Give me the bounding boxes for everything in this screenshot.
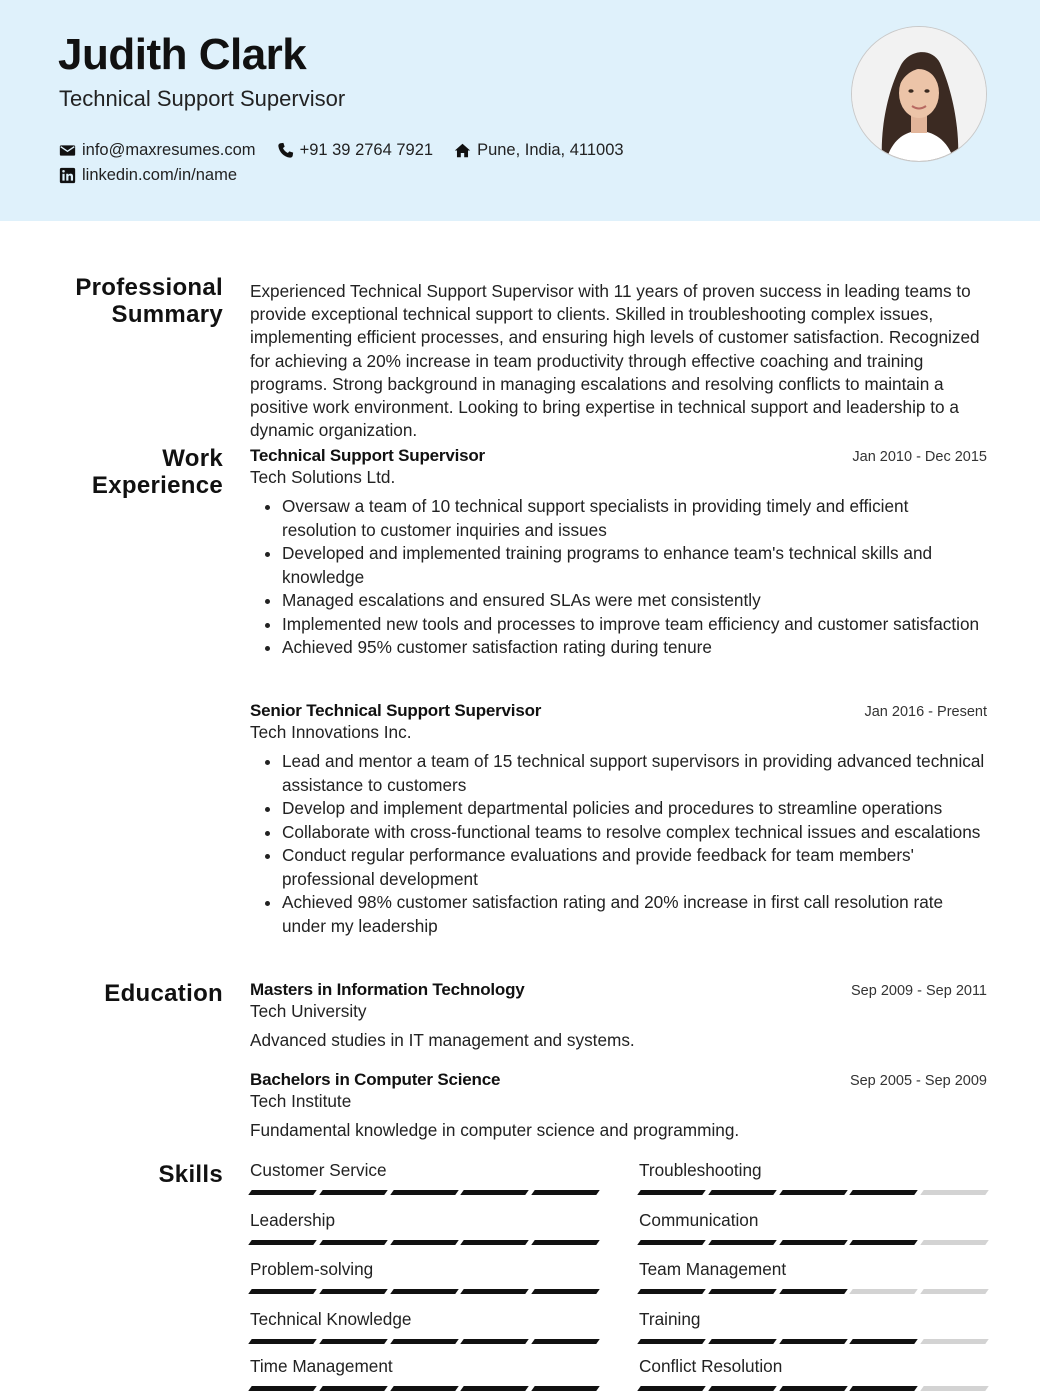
home-icon	[454, 142, 471, 159]
email-text: info@maxresumes.com	[82, 140, 256, 159]
skill-level-segment	[708, 1190, 777, 1195]
skill-level-segment	[319, 1289, 388, 1294]
section-heading-experience: Work Experience	[91, 445, 223, 499]
skill-level-segment	[319, 1339, 388, 1344]
skill-level-segment	[920, 1190, 989, 1195]
list-item: • Developed and implemented training programs to enhance team's technical skills and knowledge	[282, 542, 987, 589]
list-item: • Implemented new tools and processes to improve team efficiency and customer satisfaction	[282, 613, 987, 637]
skill-level-segment	[531, 1240, 600, 1245]
skill-level-segment	[390, 1339, 459, 1344]
skill-level-segment	[390, 1190, 459, 1195]
phone-icon	[277, 142, 294, 159]
skill-name: Leadership	[250, 1210, 336, 1230]
phone-text: +91 39 2764 7921	[299, 140, 434, 159]
skill-level-segment	[708, 1240, 777, 1245]
education-dates: Sep 2009 - Sep 2011	[851, 983, 987, 999]
skill-name: Customer Service	[250, 1160, 387, 1180]
skill-level-segment	[248, 1339, 317, 1344]
envelope-icon	[59, 142, 76, 159]
section-heading-summary: Professional Summary	[75, 274, 223, 328]
skill-level-segment	[319, 1240, 388, 1245]
skill-level-segment	[248, 1240, 317, 1245]
skill-level-segment	[920, 1240, 989, 1245]
skill-level-segment	[708, 1386, 777, 1391]
skill-level-segment	[637, 1386, 706, 1391]
education-entry-2	[250, 1070, 987, 1141]
skill-level-segment	[390, 1386, 459, 1391]
linkedin-icon	[59, 167, 76, 184]
job-dates: Jan 2016 - Present	[864, 704, 987, 720]
list-item: • Develop and implement departmental policies and procedures to streamline operations	[282, 797, 987, 821]
education-description: Advanced studies in IT management and systems.	[250, 1030, 635, 1050]
candidate-name: Judith Clark	[58, 30, 307, 79]
skill-level-segment	[319, 1386, 388, 1391]
resume-header	[0, 0, 1040, 221]
education-entry-1	[250, 980, 987, 1051]
skill-level-segment	[637, 1289, 706, 1294]
skill-level-segment	[849, 1289, 918, 1294]
skill-level-segment	[248, 1190, 317, 1195]
education-dates: Sep 2005 - Sep 2009	[849, 1073, 987, 1089]
company-name: Tech Innovations Inc.	[250, 722, 412, 742]
skill-name: Conflict Resolution	[639, 1356, 783, 1376]
list-item: • Managed escalations and ensured SLAs were met consistently	[282, 589, 987, 613]
portrait-illustration	[852, 27, 986, 161]
skill-level-segment	[531, 1386, 600, 1391]
section-heading-skills: Skills	[158, 1161, 223, 1188]
skill-level-segment	[460, 1386, 529, 1391]
list-item: • Achieved 95% customer satisfaction rating during tenure	[282, 636, 987, 660]
job-bullets	[250, 495, 987, 660]
skill-level-segment	[779, 1240, 848, 1245]
skill-level-segment	[248, 1386, 317, 1391]
contact-phone[interactable]	[277, 141, 434, 160]
list-item: • Achieved 98% customer satisfaction rating and 20% increase in first call resolution rate under my leadership	[282, 891, 987, 938]
skill-level-bar	[639, 1240, 987, 1245]
skill-name: Problem-solving	[250, 1259, 374, 1279]
contact-info	[59, 139, 645, 189]
skill-item	[639, 1259, 987, 1294]
skill-name: Time Management	[250, 1356, 393, 1376]
skill-level-segment	[779, 1190, 848, 1195]
skill-name: Team Management	[639, 1259, 787, 1279]
skill-level-segment	[708, 1339, 777, 1344]
skill-level-bar	[639, 1386, 987, 1391]
education-description: Fundamental knowledge in computer science and programming.	[250, 1120, 740, 1140]
skill-item	[250, 1356, 598, 1391]
skill-level-segment	[779, 1339, 848, 1344]
skill-item	[250, 1259, 598, 1294]
skill-level-segment	[390, 1289, 459, 1294]
summary-block	[250, 280, 987, 442]
skill-name: Training	[639, 1309, 701, 1329]
skill-level-segment	[531, 1190, 600, 1195]
summary-text: Experienced Technical Support Supervisor with 11 years of proven success in leading teams to provide exceptional technical support to clients. Skilled in troubleshooting complex issues, implementing efficient processes, and ensuring high levels of customer satisfaction. Recognized for achieving a 20% increase in team productivity through effective coaching and training programs. Strong background in managing escalations and resolving conflicts to maintain a positive work environment. Looking to bring expertise in technical support and leadership to a dynamic organization.	[250, 281, 980, 441]
linkedin-text: linkedin.com/in/name	[82, 165, 237, 184]
skill-item	[250, 1309, 598, 1344]
skill-level-segment	[920, 1289, 989, 1294]
skill-level-segment	[779, 1289, 848, 1294]
skill-level-segment	[531, 1339, 600, 1344]
contact-linkedin[interactable]	[59, 166, 237, 185]
list-item: • Lead and mentor a team of 15 technical support supervisors in providing advanced technical assistance to customers	[282, 750, 987, 797]
skill-level-bar	[639, 1289, 987, 1294]
skill-level-segment	[460, 1289, 529, 1294]
skill-item	[639, 1309, 987, 1344]
school-name: Tech University	[250, 1001, 367, 1021]
school-name: Tech Institute	[250, 1091, 352, 1111]
contact-email[interactable]	[59, 141, 256, 160]
skill-level-bar	[639, 1190, 987, 1195]
skill-level-segment	[390, 1240, 459, 1245]
skill-level-segment	[849, 1240, 918, 1245]
skill-level-segment	[708, 1289, 777, 1294]
contact-row-secondary	[59, 164, 645, 186]
skill-level-segment	[920, 1339, 989, 1344]
skill-level-bar	[250, 1386, 598, 1391]
skill-item	[250, 1210, 598, 1245]
degree-title: Masters in Information Technology	[250, 980, 525, 999]
skill-level-segment	[319, 1190, 388, 1195]
skill-item	[639, 1160, 987, 1195]
job-bullets	[250, 750, 987, 938]
skill-level-segment	[637, 1190, 706, 1195]
skill-level-segment	[849, 1339, 918, 1344]
experience-entry-1	[250, 446, 987, 660]
skill-level-bar	[250, 1240, 598, 1245]
job-title: Senior Technical Support Supervisor	[250, 701, 542, 720]
skill-item	[639, 1210, 987, 1245]
skill-level-segment	[849, 1190, 918, 1195]
address-text: Pune, India, 411003	[477, 140, 624, 159]
section-heading-education: Education	[104, 980, 223, 1007]
skill-level-segment	[637, 1339, 706, 1344]
skill-level-segment	[460, 1190, 529, 1195]
skill-name: Technical Knowledge	[250, 1309, 412, 1329]
skill-item	[639, 1356, 987, 1391]
skill-level-segment	[849, 1386, 918, 1391]
job-title: Technical Support Supervisor	[250, 446, 485, 465]
skill-name: Communication	[639, 1210, 759, 1230]
skill-level-segment	[460, 1240, 529, 1245]
skill-level-bar	[639, 1339, 987, 1344]
experience-entry-2	[250, 701, 987, 938]
skill-level-segment	[531, 1289, 600, 1294]
contact-row-primary	[59, 139, 645, 161]
skill-level-segment	[248, 1289, 317, 1294]
contact-address	[454, 141, 624, 160]
profile-photo	[851, 26, 987, 162]
list-item: • Oversaw a team of 10 technical support specialists in providing timely and efficient resolution to customer inquiries and issues	[282, 495, 987, 542]
skill-level-segment	[779, 1386, 848, 1391]
skill-level-segment	[637, 1240, 706, 1245]
company-name: Tech Solutions Ltd.	[250, 467, 396, 487]
degree-title: Bachelors in Computer Science	[250, 1070, 501, 1089]
job-dates: Jan 2010 - Dec 2015	[852, 449, 987, 465]
skill-level-segment	[920, 1386, 989, 1391]
candidate-title: Technical Support Supervisor	[59, 86, 346, 111]
skill-level-segment	[460, 1339, 529, 1344]
skill-level-bar	[250, 1190, 598, 1195]
list-item: • Collaborate with cross-functional teams to resolve complex technical issues and escalations	[282, 821, 987, 845]
list-item: • Conduct regular performance evaluations and provide feedback for team members' professional development	[282, 844, 987, 891]
skill-level-bar	[250, 1289, 598, 1294]
skill-item	[250, 1160, 598, 1195]
skill-level-bar	[250, 1339, 598, 1344]
skill-name: Troubleshooting	[639, 1160, 762, 1180]
